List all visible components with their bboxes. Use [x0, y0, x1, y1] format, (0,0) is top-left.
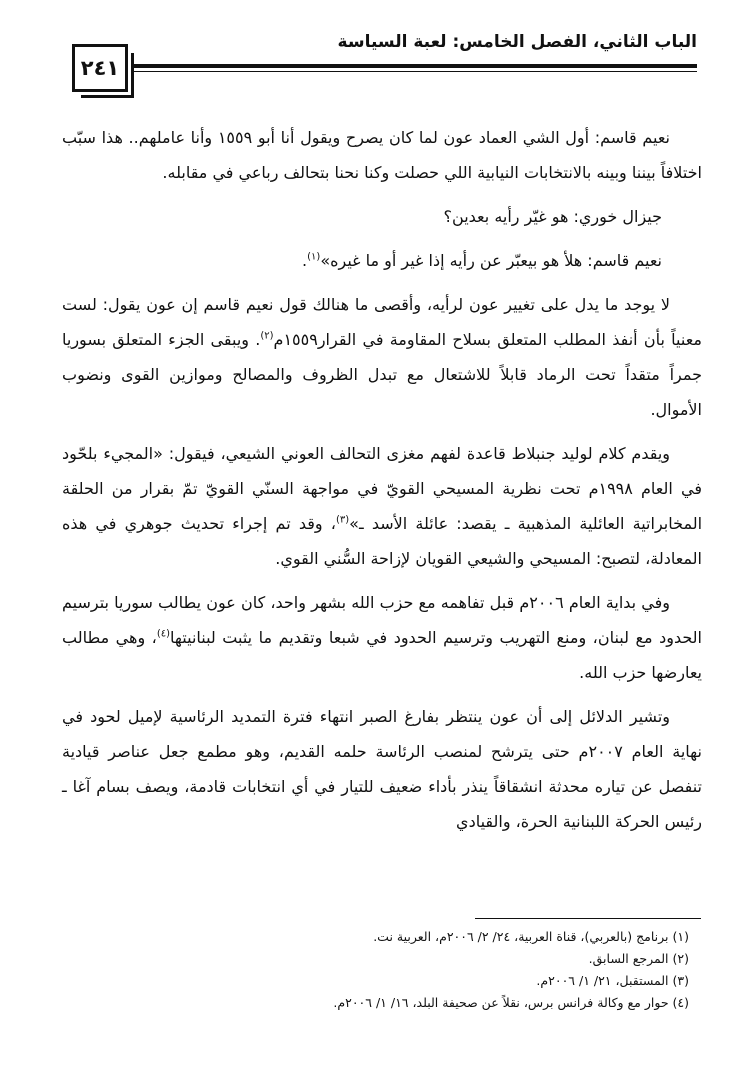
footnote: (١) برنامج (بالعربي)، قناة العربية، ٢٤/ ٢/ ٢٠٠٦م، العربية نت. — [373, 929, 689, 944]
paragraph-text: وفي بداية العام ٢٠٠٦م قبل تفاهمه مع حزب الله بشهر واحد، كان عون يطالب سوريا بترسيم الحدود مع لبنان، ومنع التهريب وترسيم الحدود في شبعا وتقديم ما يثبت لبنانيتها — [62, 593, 702, 647]
paragraph-text: وتشير الدلائل إلى أن عون ينتظر بفارغ الصبر انتهاء فترة التمديد الرئاسية لإميل لحود في نهاية العام ٢٠٠٧م حتى يترشح لمنصب الرئاسة حلمه القديم، وهو مطمع جعل عناصر قيادية تنفصل عن تياره محدثة انشقاقاً ينذر بأداء ضعيف للتيار في أي انتخابات قادمة، ويصف بسام آغا ـ رئيس الحركة اللبنانية الحرة، والقيادي — [62, 707, 702, 831]
page-number: ٢٤١ — [72, 44, 128, 92]
paragraph-text: جيزال خوري: هو غيّر رأيه بعدين؟ — [443, 207, 662, 226]
page-header — [72, 28, 697, 98]
footnote: (٢) المرجع السابق. — [588, 951, 689, 966]
paragraph — [62, 436, 702, 576]
footnote-separator — [475, 918, 701, 919]
paragraph — [62, 199, 702, 234]
paragraph — [62, 699, 702, 839]
paragraph-tail: . ويبقى الجزء المتعلق بسوريا جمراً متقداً تحت الرماد قابلاً للاشتعال مع تبدل الظروف والمصالح وموازين القوى ونضوب الأموال. — [62, 330, 702, 419]
header-rule-thin — [134, 71, 697, 72]
paragraph — [62, 287, 702, 427]
footnote-ref: (٤) — [156, 628, 171, 640]
running-title: الباب الثاني، الفصل الخامس: لعبة السياسة — [337, 32, 697, 52]
body-text — [62, 120, 702, 848]
paragraph — [62, 120, 702, 190]
paragraph-tail: . — [302, 251, 308, 270]
footnote-ref: (١) — [307, 251, 321, 263]
paragraph-text: لا يوجد ما يدل على تغيير عون لرأيه، وأقصى ما هنالك قول نعيم قاسم إن عون يقول: لست معنياً بأن أنفذ المطلب المتعلق بسلاح المقاومة في القرار١٥٥٩م — [62, 295, 702, 349]
paragraph-tail: ، وقد تم إجراء تحديث جوهري في هذه المعادلة، لتصبح: المسيحي والشيعي القويان لإزاحة السُّني القوي. — [62, 514, 702, 568]
paragraph-text: ويقدم كلام لوليد جنبلاط قاعدة لفهم مغزى التحالف العوني الشيعي، فيقول: «المجيء بلحّود في العام ١٩٩٨م تحت نظرية المسيحي القويّ في مواجهة السنّي القويّ تمّ بقرار من الحلقة المخابراتية العائلية المذهبية ـ يقصد: عائلة الأسد ـ» — [62, 444, 703, 533]
paragraph-tail: ، وهي مطالب يعارضها حزب الله. — [62, 628, 702, 682]
paragraph — [62, 243, 702, 278]
paragraph — [62, 585, 702, 690]
paragraph-text: نعيم قاسم: أول الشي العماد عون لما كان يصرح ويقول أنا أبو ١٥٥٩ وأنا عاملهم.. هذا سبّب اختلافاً بيننا وبينه بالانتخابات النيابية اللي حصلت وكنا نحنا بتحالف رباعي في مقابله. — [62, 128, 702, 182]
paragraph-text: نعيم قاسم: هلأ هو بيعبّر عن رأيه إذا غير أو ما غيره» — [320, 251, 662, 270]
footnote: (٤) حوار مع وكالة فرانس برس، نقلاً عن صحيفة البلد، ١٦/ ١/ ٢٠٠٦م. — [333, 995, 689, 1010]
footnote-ref: (٣) — [335, 514, 350, 526]
footnotes — [62, 926, 689, 1014]
header-rule-thick — [134, 64, 697, 68]
footnote: (٣) المستقبل، ٢١/ ١/ ٢٠٠٦م. — [536, 973, 689, 988]
footnote-ref: (٢) — [260, 330, 274, 342]
